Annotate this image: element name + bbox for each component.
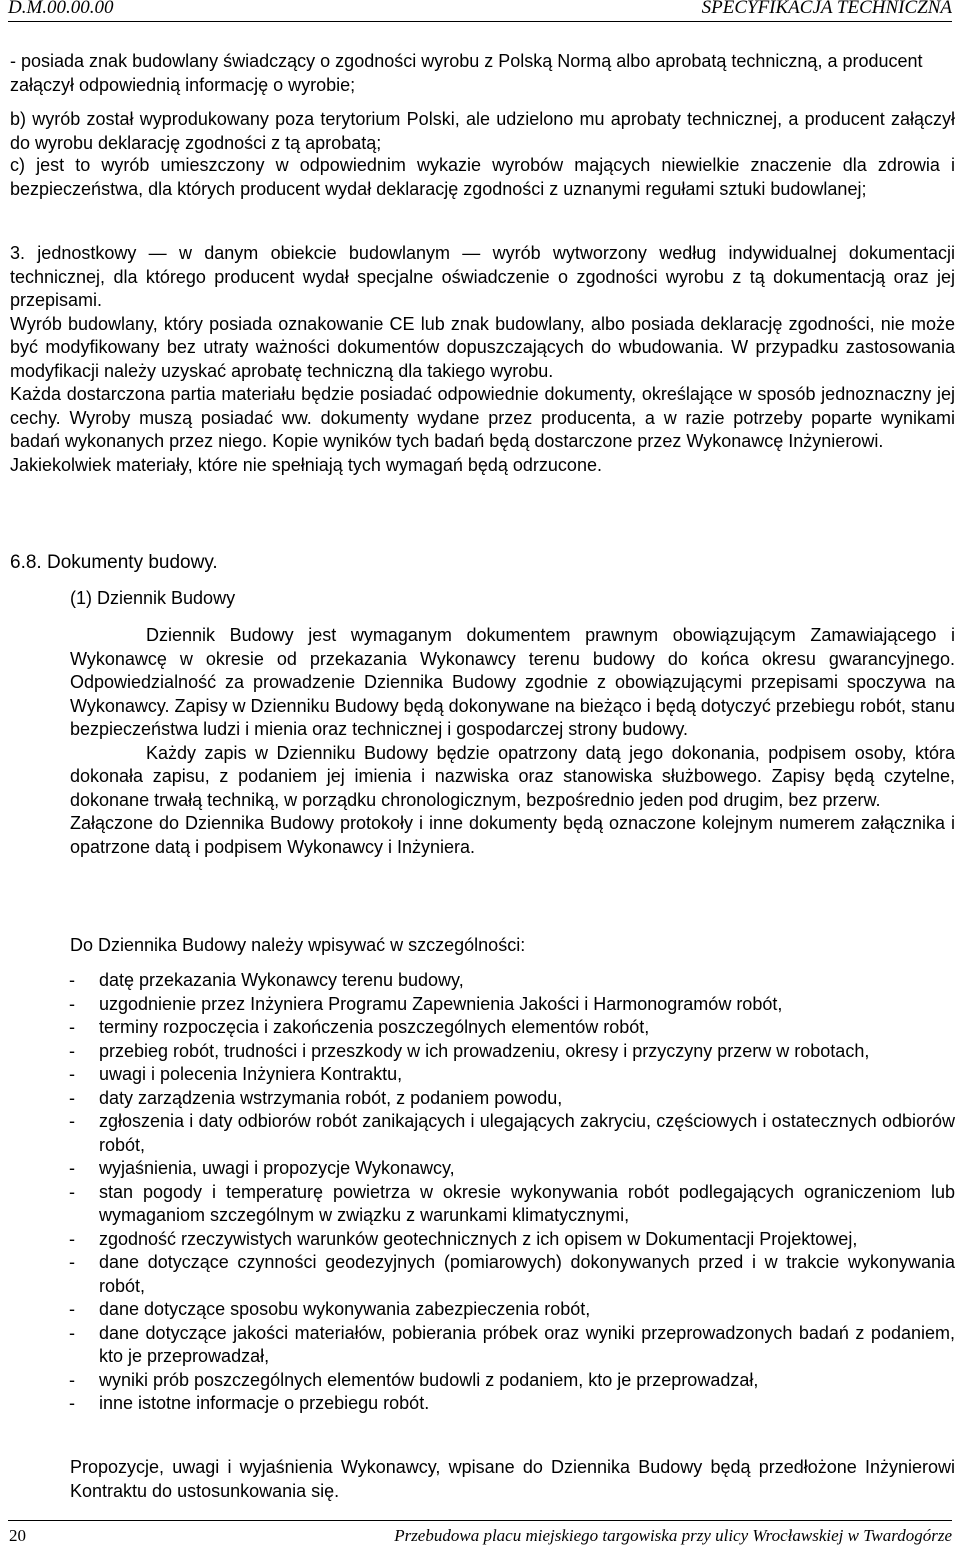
list-dash: - [69, 1322, 75, 1343]
list-item-text: uwagi i polecenia Inżyniera Kontraktu, [99, 1064, 403, 1084]
paragraph-delivery: Każda dostarczona partia materiału będzie posiadać odpowiednie dokumenty, określające w sposób jednoznaczny jej cechy. Wyroby muszą posiadać ww. dokumenty wydane przez producenta, a w razie potrzeby poparte wynikami badań wykonanych przez niego. Kopie wyników tych badań będą dostarczone przez Wykonawcę Inżynierowi. [10, 384, 955, 451]
list-item [69, 993, 955, 1017]
list-dash: - [69, 1228, 75, 1249]
list-item-text: terminy rozpoczęcia i zakończenia poszczególnych elementów robót, [99, 1017, 650, 1037]
list-dash: - [69, 1181, 75, 1202]
paragraph-diary-entries: Każdy zapis w Dzienniku Budowy będzie opatrzony datą jego dokonania, podpisem osoby, która dokonała zapisu, z podaniem jej imienia i nazwiska oraz stanowiska służbowego. Zapisy będą czytelne, dokonane trwałą techniką, w porządku chronologicznym, bezpośrednio jeden pod drugim, bez przerw. [70, 742, 955, 810]
list-item [69, 1110, 955, 1157]
list-dash: - [69, 970, 75, 990]
list-item-text: zgłoszenia i daty odbiorów robót zanikających i ulegających zakryciu, częściowych i ostatecznych odbiorów robót, [99, 1111, 955, 1155]
list-item [69, 1087, 955, 1111]
intro-paragraph: b) wyrób został wyprodukowany poza terytorium Polski, ale udzielono mu aprobaty technicznej, a producent załączył do wyrobu deklarację zgodności z tą aprobatą; [10, 109, 955, 153]
paragraph-ce-mark: Wyrób budowlany, który posiada oznakowanie CE lub znak budowlany, albo posiada deklarację zgodności, nie może być modyfikowany bez utraty ważności dokumentów dopuszczających do wbudowania. W przypadku zastosowania modyfikacji należy uzyskać aprobatę techniczną dla takiego wyrobu. [10, 313, 955, 381]
closing-paragraph: Propozycje, uwagi i wyjaśnienia Wykonawcy, wpisane do Dziennika Budowy będą przedłożone Inżynierowi Kontraktu do ustosunkowania się. [70, 1457, 955, 1501]
page-header [0, 0, 960, 20]
list-dash: - [69, 1111, 75, 1131]
footer-project-title: Przebudowa placu miejskiego targowiska przy ulicy Wrocławskiej w Twardogórze [394, 1526, 952, 1545]
list-dash: - [69, 1087, 75, 1108]
list-dash: - [69, 1369, 75, 1390]
section-body [70, 624, 955, 859]
list-item-text: uzgodnienie przez Inżyniera Programu Zapewnienia Jakości i Harmonogramów robót, [99, 993, 783, 1014]
list-item [69, 969, 955, 993]
paragraph-rejection: Jakiekolwiek materiały, które nie spełniają tych wymagań będą odrzucone. [10, 454, 602, 475]
list-item-text: dane dotyczące jakości materiałów, pobierania próbek oraz wyniki przeprowadzonych badań z podaniem, kto je przeprowadzał, [99, 1322, 955, 1366]
list-item [69, 1228, 955, 1252]
intro-paragraph: - posiada znak budowlany świadczący o zgodności wyrobu z Polską Normą albo aprobatą techniczną, a producent załączył odpowiednią informację o wyrobie; [10, 51, 923, 95]
intro-block [10, 50, 955, 97]
paragraph-unit-product: 3. jednostkowy — w danym obiekcie budowlanym — wyrób wytworzony według indywidualnej dokumentacji technicznej, dla którego producent wydał specjalne oświadczenie o zgodności wyrobu z tą dokumentacją oraz jej przepisami. [10, 243, 955, 310]
list-intro: Do Dziennika Budowy należy wpisywać w szczególności: [70, 935, 526, 955]
paragraph-diary-definition: Dziennik Budowy jest wymaganym dokumentem prawnym obowiązującym Zamawiającego i Wykonawcę w okresie od przekazania Wykonawcy terenu budowy do końca okresu gwarancyjnego. Odpowiedzialność za prowadzenie Dziennika Budowy zgodnie z obowiązującymi przepisami spoczywa na Wykonawcy. Zapisy w Dzienniku Budowy będą dokonywane na bieżąco i będą dotyczyć przebiegu robót, stanu bezpieczeństwa ludzi i mienia oraz technicznej i gospodarczej strony budowy. [70, 625, 955, 739]
list-dash: - [69, 1299, 75, 1319]
list-item [69, 1298, 955, 1322]
page-number: 20 [9, 1526, 26, 1545]
list-item-text: przebieg robót, trudności i przeszkody w ich prowadzeniu, okresy i przyczyny przerw w robotach, [99, 1040, 870, 1061]
list-item [69, 1322, 955, 1369]
list-item-text: stan pogody i temperaturę powietrza w okresie wykonywania robót podlegających ograniczeniom lub wymaganiom szczególnym w związku z warunkami klimatycznymi, [99, 1181, 955, 1225]
list-dash: - [69, 1017, 75, 1037]
list-dash: - [69, 1393, 75, 1413]
intro-block-c [10, 154, 955, 201]
diary-entries-list [69, 969, 955, 1416]
list-item [69, 1251, 955, 1298]
list-dash: - [69, 1252, 75, 1272]
list-item-text: wyjaśnienia, uwagi i propozycje Wykonawcy, [99, 1158, 455, 1178]
header-rule [8, 21, 952, 22]
paragraph-diary-attachments: Załączone do Dziennika Budowy protokoły i inne dokumenty będą oznaczone kolejnym numerem załącznika i opatrzone datą i podpisem Wykonawcy i Inżyniera. [70, 813, 955, 857]
intro-block-b [10, 108, 955, 155]
intro-paragraph: c) jest to wyrób umieszczony w odpowiednim wykazie wyrobów mających niewielkie znaczenie dla zdrowia i bezpieczeństwa, dla których producent wydał deklarację zgodności z uznanymi regułami sztuki budowlanej; [10, 155, 955, 199]
list-dash: - [69, 1158, 75, 1178]
header-doc-type: SPECYFIKACJA TECHNICZNA [701, 0, 952, 18]
footer-rule [8, 1520, 952, 1521]
list-dash: - [69, 1064, 75, 1084]
list-item [69, 1392, 955, 1416]
list-item [69, 1181, 955, 1228]
list-item-text: inne istotne informacje o przebiegu robót. [99, 1393, 430, 1413]
list-item-text: daty zarządzenia wstrzymania robót, z podaniem powodu, [99, 1087, 563, 1108]
list-item-text: datę przekazania Wykonawcy terenu budowy, [99, 970, 464, 990]
list-item-text: dane dotyczące czynności geodezyjnych (pomiarowych) dokonywanych przed i w trakcie wykonywania robót, [99, 1252, 955, 1296]
list-item [69, 1040, 955, 1064]
list-item [69, 1063, 955, 1087]
body-paragraphs [10, 242, 955, 477]
list-item-text: zgodność rzeczywistych warunków geotechnicznych z ich opisem w Dokumentacji Projektowej, [99, 1228, 858, 1249]
list-item [69, 1157, 955, 1181]
header-doc-code: D.M.00.00.00 [8, 0, 114, 18]
section-heading: 6.8. Dokumenty budowy. [10, 552, 218, 573]
list-item [69, 1016, 955, 1040]
list-item [69, 1369, 955, 1393]
list-item-text: wyniki prób poszczególnych elementów budowli z podaniem, kto je przeprowadzał, [99, 1369, 759, 1390]
section-subheading: (1) Dziennik Budowy [70, 588, 236, 608]
list-item-text: dane dotyczące sposobu wykonywania zabezpieczenia robót, [99, 1299, 591, 1319]
list-dash: - [69, 1040, 75, 1061]
list-dash: - [69, 993, 75, 1014]
